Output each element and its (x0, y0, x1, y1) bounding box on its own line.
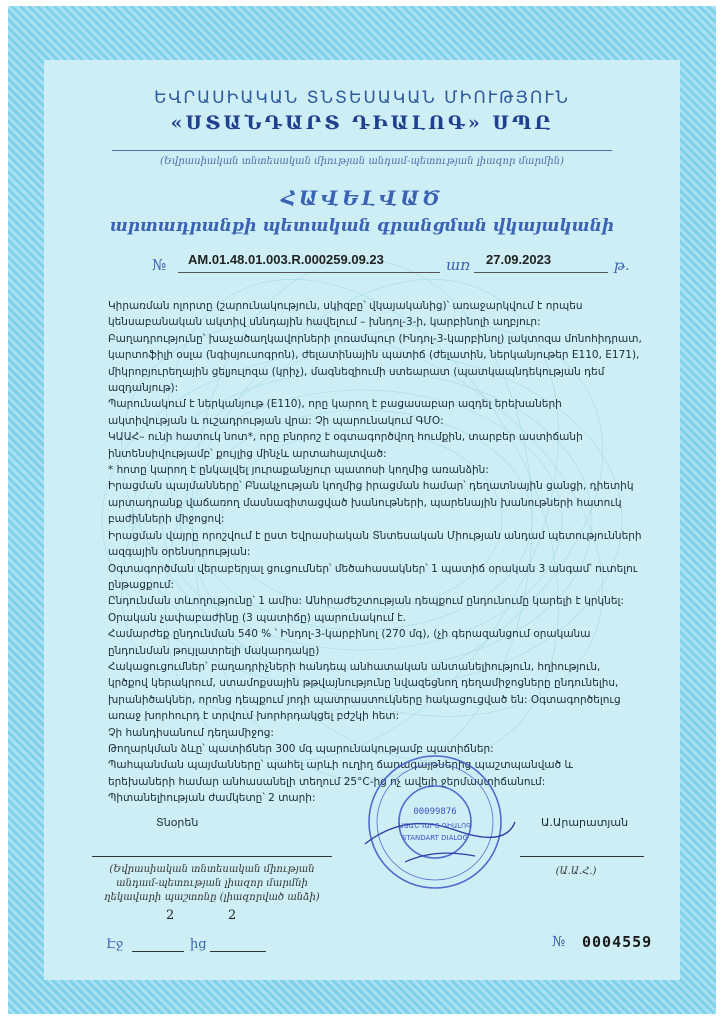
body-paragraph: Կիրառման ոլորտը (շարունակություն, սկիզբը՝ վկայականից)՝ առաջարկվում է որպես կենսաբանական ակտիվ սննդային հավելում – խնդոլ-3-ի, կարբինոլի աղբյուր: (108, 300, 583, 329)
body-paragraph: * հոտը կարող է ընկալվել յուրաքանչյուր պատոսի կողմից առանձին: (108, 464, 489, 477)
body-paragraph: Պարունակում է ներկանյութ (E110), որը կարող է բացասաբար ազդել երեխաների ակտիվության և ուշադրության վրա: Չի պարունակում ԳՄՕ: (108, 398, 562, 427)
header-divider (112, 150, 612, 151)
body-paragraph: Թողարկման ձևը՝ պատիճներ 300 մգ պարունակությամբ պատիճներ: (108, 742, 494, 755)
certificate-number: AM.01.48.01.003.R.000259.09.23 (188, 252, 384, 267)
date-prefix-label: առ (446, 256, 471, 274)
number-underline (178, 272, 440, 273)
serial-label: № (552, 934, 566, 950)
body-paragraph: Իրացման պայմանները՝ Բնակչության կողմից իրացման համար՝ դեղատնային ցանցի, դիետիկ արտադրանք վաճառող մասնագիտացված խանութների, պարենային խանութների հատուկ բաժինների միջոցով: (108, 480, 634, 526)
body-paragraph: Իրացման վայրը որոշվում է ըստ Եվրասիական Տնտեսական Միության անդամ պետությունների ազգային օրենսդրության: (108, 529, 642, 559)
document-title: ՀԱՎԵԼՎԱԾ (281, 186, 443, 210)
body-paragraph: Հակացուցումներ՝ բաղադրիչների հանդեպ անհատական անտանելիություն, հղիություն, կրծքով կերակրում, ստամոքսային թթվայնությունը նվազեցնող դեղամիջոցները ընդունելիս, խրանիծակներ, որոնց դեպքում յոդի պատրաստուկները հակացուցված են: Օգտագործելուց առաջ խորհուրդ է տրվում խորհրդակցել բժշկի հետ: (108, 660, 621, 723)
stamp-number: 00099876 (413, 807, 457, 817)
certificate-date: 27.09.2023 (486, 252, 552, 267)
stamp-latin-text: STANDART DIALOG (402, 834, 468, 842)
serial-number: 0004559 (582, 933, 653, 951)
director-label: Տնօրեն (156, 816, 199, 829)
body-paragraph: Համարժեք ընդունման 540 % ՝ Ինդոլ-3-կարբինոլ (270 մգ), (չի գերազանցում օրականա ընդունման թույլատրելի մակարդակը) (108, 628, 591, 657)
year-suffix-label: թ. (614, 258, 630, 274)
of-label: ից (190, 937, 207, 952)
union-heading: ԵՎՐԱՍԻԱԿԱՆ ՏՆՏԵՍԱԿԱՆ ՄԻՈՒԹՅՈՒՆ (154, 88, 570, 108)
certificate-body (108, 298, 642, 807)
company-heading: «ՍՏԱՆԴԱՐՏ ԴԻԱԼՈԳ» ՍՊԸ (170, 112, 554, 134)
page-number-line (132, 951, 184, 952)
copy-count-2: 2 (228, 908, 237, 923)
body-paragraph: Պիտանելիության ժամկետը՝ 2 տարի: (108, 792, 316, 805)
official-stamp (345, 752, 525, 892)
copy-count-1: 2 (166, 908, 175, 923)
left-signature-line (92, 856, 332, 857)
body-paragraph: Չի հանդիսանում դեղամիջոց: (108, 726, 274, 739)
date-underline (474, 272, 608, 273)
page-total-line (210, 951, 266, 952)
authority-subtitle: (Եվրասիական տնտեսական միության անդամ-պետության լիազոր մարմին) (159, 156, 565, 167)
body-paragraph: Պահպանման պայմանները՝ պահել արևի ուղիղ ճառագայթներից պաշտպանված և երեխաների համար անհասանելի տեղում 25°C-ից ոչ ավելի ջերմաստիճանում: (108, 759, 573, 788)
body-paragraph: Օրական չափաբաժինը (3 պատիճը) պարունակում է. (108, 611, 406, 624)
stamp-center-text: ՍՏԱՆԴԱՐՏ ԴԻԱԼՈԳ (398, 822, 472, 830)
right-signature-line (520, 856, 644, 857)
signer-name: Ա.Արարատյան (541, 816, 629, 829)
number-label: № (152, 256, 167, 274)
body-paragraph: Ընդունման տևողությունը՝ 1 ամիս: Անհրաժեշտության դեպքում ընդունումը կարելի է կրկնել: (108, 595, 624, 608)
initials-caption: (Ա.Ա.Հ.) (555, 866, 597, 877)
body-paragraph: Բաղադրությունը՝ խաչածաղկավորների լոռամպուր (Ինդոլ-3-կարբինոլ) լակտոզա մոնոհիդրատ, կարտոֆիլի օսլա (նգիսյուսոգրոն), ժելատինային պատիճ (ժելատին, ներկանյութեր E110, E171), միկրոբյուրեղային ցելյուլոզա (կրիչ), մագնեզիումի ստեարատ (պատկապնդեկության դեմ ազդանյութ): (108, 332, 642, 395)
page-label: Էջ (106, 937, 124, 952)
body-paragraph: ԿԱԱՀ– ունի հատուկ նոտ*, որը բնորոշ է օգտագործվող հումքին, տարբեր աստիճանի ինտենսիվությամբ՝ քույլից մինչև արտահայտված: (108, 431, 583, 460)
body-paragraph: Օգտագործման վերաբերյալ ցուցումներ՝ մեծահասակներ՝ 1 պատիճ օրական 3 անգամ՝ ուտելու ընթացքում: (108, 562, 638, 591)
authority-caption: (Եվրասիական տնտեսական միության անդամ-պետության լիազոր մարմնի ղեկավարի պաշտոնը (լիազորված անձի) (104, 864, 320, 903)
document-subtitle: արտադրանքի պետական գրանցման վկայականի (109, 216, 615, 236)
